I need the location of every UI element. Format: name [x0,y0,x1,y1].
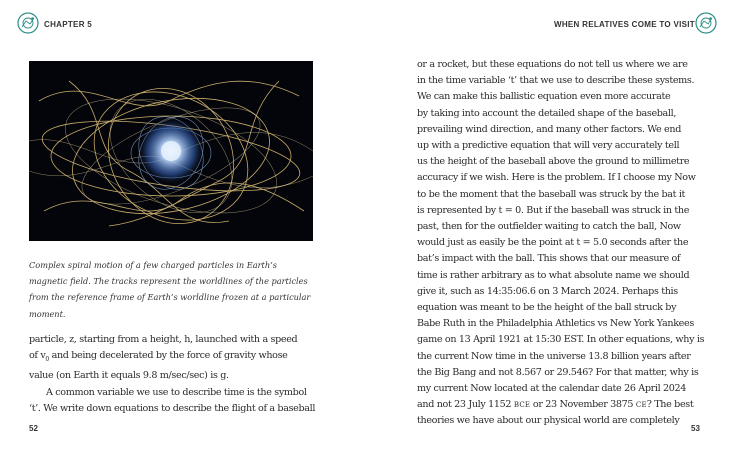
body-line: up with a predictive equation that will very accurately tell [417,140,680,152]
page-number-left: 52 [29,424,38,433]
body-line: past, then for the outfielder waiting to catch the ball, Now [417,221,681,233]
chapter-title: CHAPTER 5 [44,20,93,29]
body-line: by taking into account the detailed shape of the baseball, [417,107,677,119]
page-number-right: 53 [691,424,700,433]
figure-particle-tracks-image [29,61,313,241]
body-line: theories we have about our physical world are completely [417,415,680,427]
chapter-emblem-right [695,12,717,34]
right-page-body-text [417,57,705,430]
body-line [29,348,315,368]
chapter-emblem-left [17,12,39,34]
caption-line: moment. [29,308,66,319]
body-line-indented: A common variable we use to describe time is the symbol [46,386,307,398]
body-line [417,397,700,413]
body-line: equation was meant to be the height of the ball struck by [417,302,677,314]
era-ce: CE [635,401,647,410]
body-line: the current Now time in the universe 13.8 billion years after [417,350,691,362]
body-line: Babe Ruth in the Philadelphia Athletics vs New York Yankees [417,318,694,330]
body-line: accuracy if we wish. Here is the problem. If I choose my Now [417,172,696,184]
body-line: game on 13 April 1921 at 15:30 EST. In other equations, why is [417,334,705,346]
body-fragment: ? The best [646,399,694,411]
body-line: give it, such as 14:35:06.6 on 3 March 2024. Perhaps this [417,285,678,297]
body-line: is represented by t = 0. But if the baseball was struck in the [417,204,690,216]
left-page-body-text [29,332,315,417]
body-line: to be the moment that the baseball was struck by the bat it [417,188,686,200]
body-line: value (on Earth it equals 9.8 m/sec/sec) is g. [29,370,229,382]
body-fragment: and being decelerated by the force of gravity whose [48,350,288,362]
caption-line: Complex spiral motion of a few charged particles in Earth’s [29,260,277,270]
body-line: particle, z, starting from a height, h, launched with a speed [29,334,298,345]
body-line: would just as easily be the point at t = 5.0 seconds after the [417,237,689,249]
body-line: us the height of the baseball above the ground to millimetre [417,156,690,168]
running-title: WHEN RELATIVES COME TO VISIT [553,20,695,29]
caption-line: magnetic field. The tracks represent the worldlines of the particles [29,276,308,287]
caption-line: from the reference frame of Earth’s worldline frozen at a particular [29,292,311,303]
figure-caption [29,257,315,322]
body-line: the Big Bang and not 8.567 or 29.546? For that matter, why is [417,366,699,378]
body-line: or a rocket, but these equations do not tell us where we are [417,59,688,70]
body-line: bat’s impact with the ball. This shows that our measure of [417,253,681,265]
body-line: time is rather arbitrary as to what absolute name we should [417,269,690,281]
body-line: We can make this ballistic equation even more accurate [417,91,671,103]
body-fragment: of v [29,350,46,362]
subscript-zero: 0 [45,356,49,364]
body-line: in the time variable ‘t’ that we use to describe these systems. [417,75,695,87]
body-line: prevailing wind direction, and many other factors. We end [417,123,682,135]
body-line: ‘t’. We write down equations to describe the flight of a baseball [29,402,316,414]
body-fragment: and not 23 July 1152 [417,399,514,411]
body-fragment: or 23 November 3875 [530,399,636,411]
body-line: my current Now located at the calendar date 26 April 2024 [417,383,687,395]
era-bce: BCE [513,401,531,410]
